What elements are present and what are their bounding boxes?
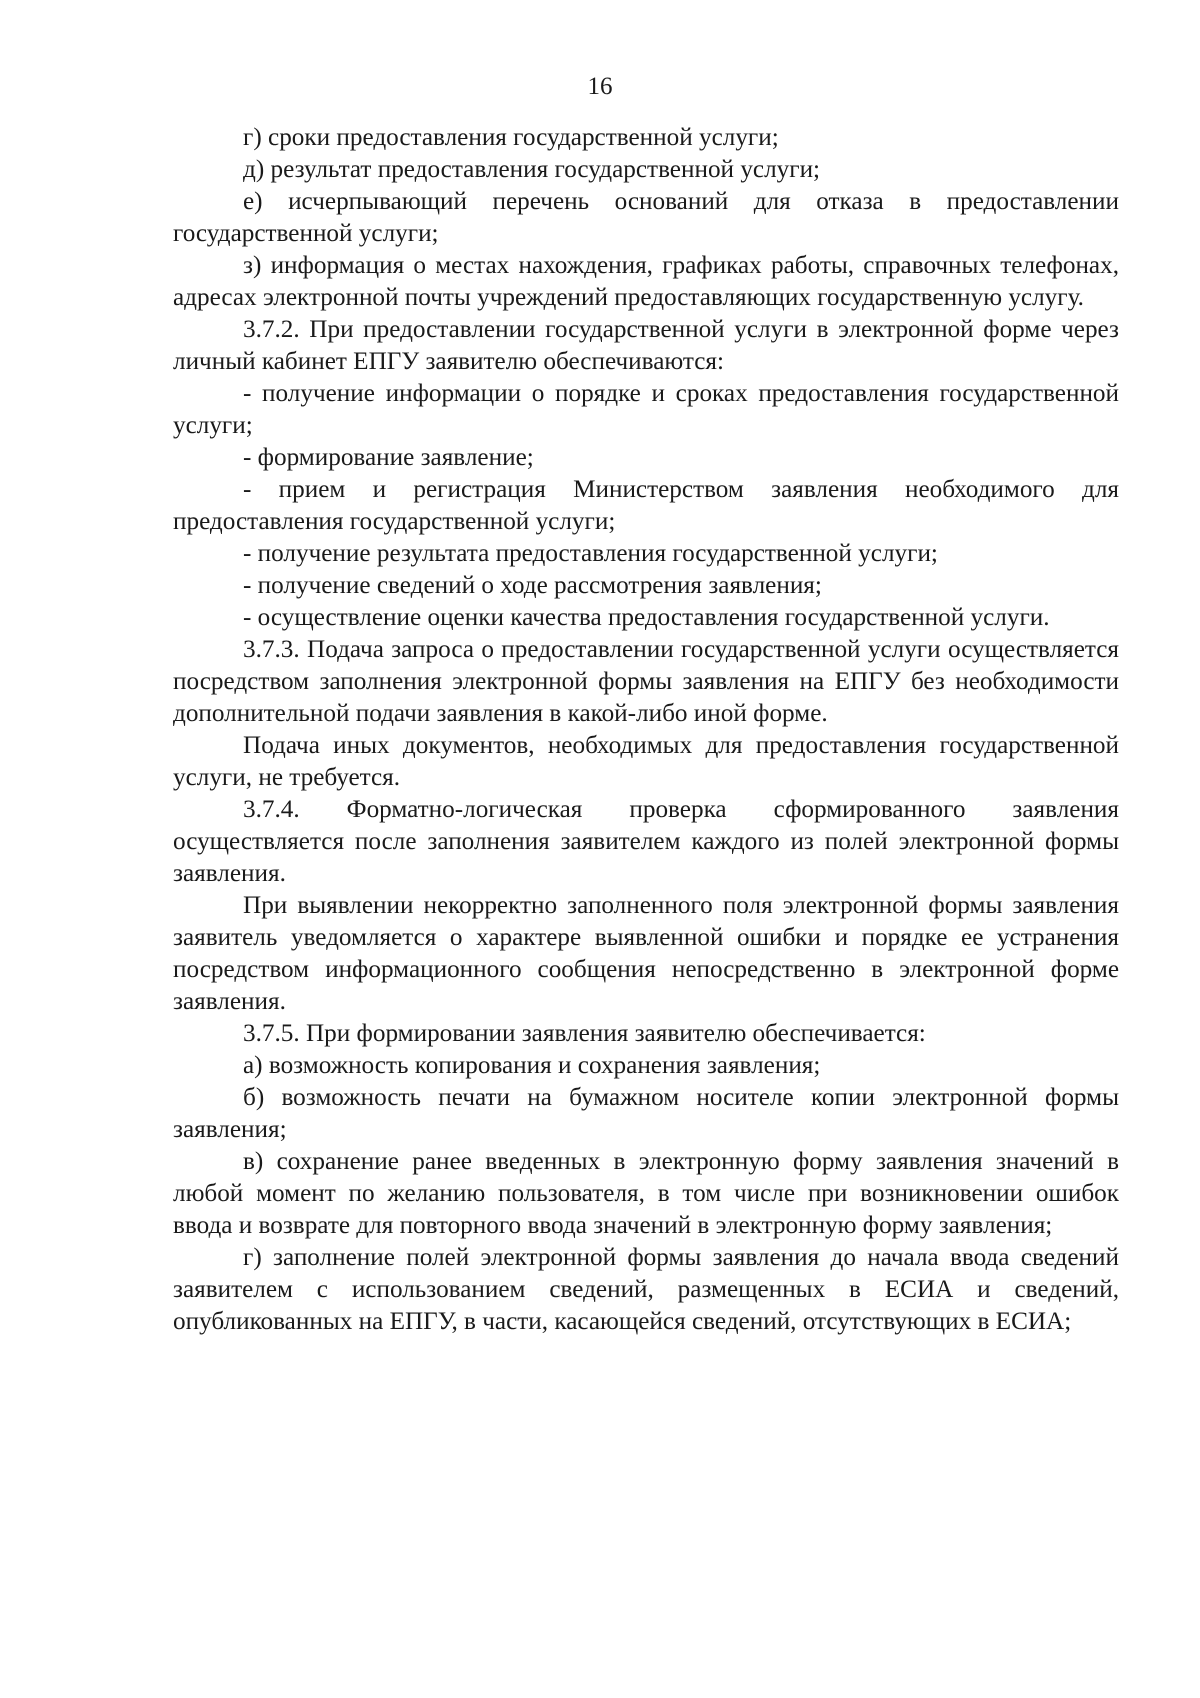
list-item-application-forming: - формирование заявление; [243, 444, 534, 471]
item-g-service-terms: г) сроки предоставления государственной услуги; [243, 124, 779, 151]
clause-3-7-5: 3.7.5. При формировании заявления заявителю обеспечивается: [243, 1020, 926, 1047]
item-g-prefill-fields: г) заполнение полей электронной формы заявления до начала ввода сведений заявителем с использованием сведений, размещенных в ЕСИА и сведений, опубликованных на ЕПГУ, в части, касающейся сведений, отсутствующих в ЕСИА; [173, 1244, 1119, 1335]
page-number: 16 [587, 73, 613, 100]
list-item-result-receipt: - получение результата предоставления государственной услуги; [243, 540, 938, 567]
list-item-info-receipt: - получение информации о порядке и сроках предоставления государственной услуги; [173, 380, 1119, 439]
item-a-copy-save: а) возможность копирования и сохранения заявления; [243, 1052, 821, 1079]
item-v-preserve-values: в) сохранение ранее введенных в электронную форму заявления значений в любой момент по желанию пользователя, в том числе при возникновении ошибок ввода и возврате для повторного ввода значений в электронную форму заявления; [173, 1148, 1119, 1239]
item-b-print: б) возможность печати на бумажном носителе копии электронной формы заявления; [173, 1084, 1119, 1143]
item-z-contact-info: з) информация о местах нахождения, графиках работы, справочных телефонах, адресах электронной почты учреждений предоставляющих государственную услугу. [173, 252, 1119, 311]
document-body [173, 122, 1119, 1338]
list-item-registration: - прием и регистрация Министерством заявления необходимого для предоставления государственной услуги; [173, 476, 1119, 535]
item-e-refusal-grounds: е) исчерпывающий перечень оснований для отказа в предоставлении государственной услуги; [173, 188, 1119, 247]
clause-3-7-3: 3.7.3. Подача запроса о предоставлении государственной услуги осуществляется посредством заполнения электронной формы заявления на ЕПГУ без необходимости дополнительной подачи заявления в какой-либо иной форме. [173, 636, 1119, 727]
clause-3-7-4: 3.7.4. Форматно-логическая проверка сформированного заявления осуществляется после заполнения заявителем каждого из полей электронной формы заявления. [173, 796, 1119, 887]
item-d-service-result: д) результат предоставления государственной услуги; [243, 156, 821, 183]
list-item-quality-assessment: - осуществление оценки качества предоставления государственной услуги. [243, 604, 1050, 631]
list-item-status-info: - получение сведений о ходе рассмотрения заявления; [243, 572, 822, 599]
paragraph-no-other-documents: Подача иных документов, необходимых для предоставления государственной услуги, не требуется. [173, 732, 1119, 791]
paragraph-error-notification: При выявлении некорректно заполненного поля электронной формы заявления заявитель уведомляется о характере выявленной ошибки и порядке ее устранения посредством информационного сообщения непосредственно в электронной форме заявления. [173, 892, 1119, 1015]
clause-3-7-2: 3.7.2. При предоставлении государственной услуги в электронной форме через личный кабинет ЕПГУ заявителю обеспечиваются: [173, 316, 1119, 375]
